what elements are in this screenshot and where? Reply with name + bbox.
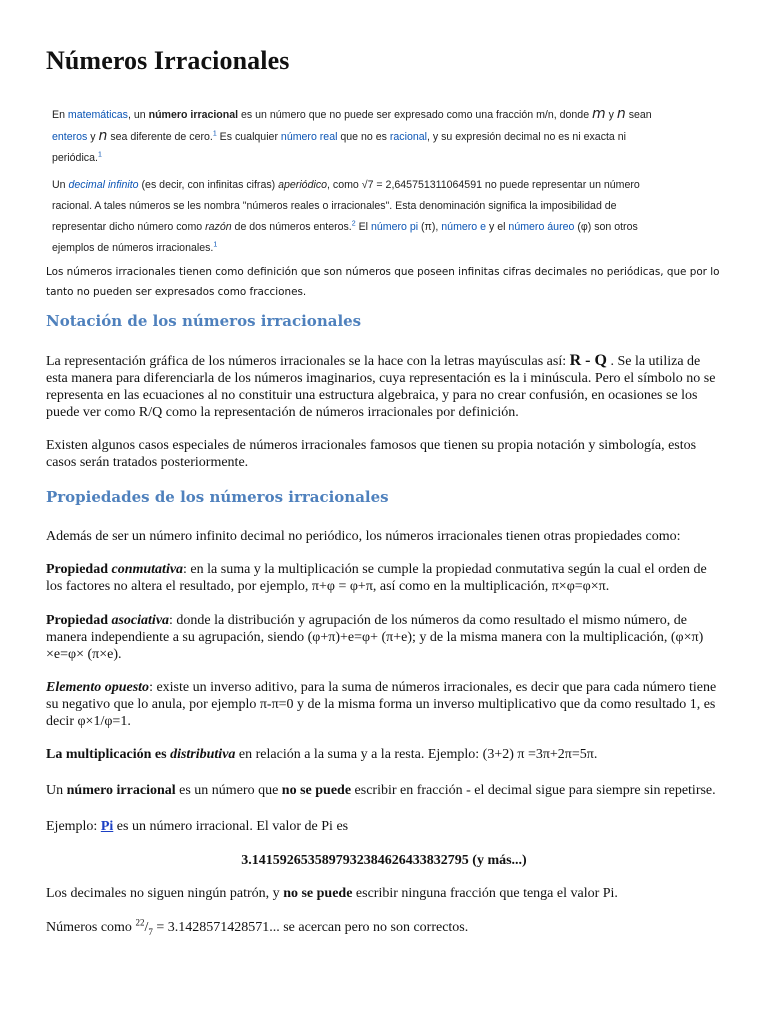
text: escribir ninguna fracción que tenga el valor Pi. — [352, 886, 618, 901]
text: (φ) son otros ejemplos de números irracionales. — [52, 221, 638, 254]
text: de dos números enteros. — [231, 221, 352, 233]
reference-link[interactable]: 2 — [351, 220, 356, 228]
definition-note: Los números irracionales tienen como definición que son números que poseen infinitas cifras decimales no periódicas, que por lo tanto no pueden ser expresados como fracciones. — [46, 266, 720, 298]
text: que no es — [337, 131, 390, 143]
fraction-slash: / — [144, 920, 149, 935]
property-name: asociativa — [111, 613, 170, 628]
text: , un — [127, 109, 149, 121]
text: El — [355, 221, 371, 233]
link-numero-pi[interactable]: número pi — [370, 221, 419, 233]
fraction-denominator: 7 — [148, 926, 153, 937]
label: Propiedad — [46, 562, 112, 577]
wikipedia-excerpt — [52, 104, 662, 265]
term-aperiodico: aperiódico — [278, 179, 328, 191]
wiki-paragraph-definition — [52, 104, 662, 169]
reference-link[interactable]: 1 — [213, 241, 218, 249]
text: Es cualquier — [216, 131, 281, 143]
variable-m: m — [592, 106, 606, 122]
paragraph-numero-irracional — [46, 782, 722, 799]
fraction-numerator: 22 — [135, 917, 145, 928]
link-decimal-infinito[interactable]: decimal infinito — [68, 179, 139, 191]
term: no se puede — [281, 783, 352, 798]
text: en relación a la suma y a la resta. Ejemplo: (3+2) π =3π+2π=5π. — [235, 747, 598, 762]
paragraph-elemento-opuesto — [46, 679, 722, 730]
text: Un — [46, 783, 67, 798]
text: = 3.1428571428571... se acercan pero no son correctos. — [152, 920, 469, 935]
sqrt-seven: √7 — [361, 179, 374, 191]
text: = 2,645751311064591 no puede representar un número racional. A tales números se les nombra "números reales o irracionales". Esta denominación significa la imposibilidad de representar dicho número como — [52, 179, 640, 233]
text: , donde — [553, 109, 593, 121]
paragraph-conmutativa — [46, 561, 722, 595]
text: . Se la utiliza de esta manera para diferenciarla de los números imaginarios, cuya representación es la i minúscula. Pero el símbolo no se representa en las ecuaciones al no constituir una estructura algebraica, y para no crear confusión, en ocasiones se los puede ver como R/Q como la representación de números irracionales por definición. — [46, 354, 716, 420]
paragraph-ejemplo-pi — [46, 818, 722, 835]
text: y — [87, 131, 99, 143]
text: : donde la distribución y agrupación de los números da como resultado el mismo número, de manera independiente a su agrupación, siendo (φ+π)+e=φ+ (π+e); y de la misma manera con la multiplicación, (φ×π) ×e=φ× (π×e). — [46, 613, 704, 662]
text: En — [52, 109, 68, 121]
link-racional[interactable]: racional — [389, 131, 427, 143]
link-numero-aureo[interactable]: número áureo — [508, 221, 575, 233]
pi-value: 3.1415926535897932384626433832795 (y más...) — [241, 853, 527, 868]
text: : en la suma y la multiplicación se cumple la propiedad conmutativa según la cual el orden de los factores no altera el resultado, por ejemplo, π+φ = φ+π, así como en la multiplicación, π×φ=φ×π. — [46, 562, 707, 594]
label: La multiplicación es — [46, 747, 171, 762]
paragraph-casos-especiales: Existen algunos casos especiales de números irracionales famosos que tienen su propia notación y simbología, estos casos serán tratados posteriormente. — [46, 438, 697, 470]
text: Un — [52, 179, 69, 191]
link-matematicas[interactable]: matemáticas — [67, 109, 128, 121]
property-name: Elemento opuesto — [46, 680, 150, 695]
text: es un número irracional. El valor de Pi es — [113, 819, 349, 834]
text: Los decimales no siguen ningún patrón, y — [46, 886, 284, 901]
text: sea diferente de cero. — [107, 131, 213, 143]
text: sean — [625, 109, 652, 121]
text: : existe un inverso aditivo, para la suma de números irracionales, es decir que para cada número tiene su negativo que lo anula, por ejemplo π-π=0 y de la misma forma un inverso multiplicativo que da como resultado 1, es decir φ×1/φ=1. — [46, 680, 717, 729]
paragraph-22-7 — [46, 919, 722, 936]
reference-link[interactable]: 1 — [97, 151, 102, 159]
link-numero-real[interactable]: número real — [280, 131, 338, 143]
variable-n: n — [98, 128, 108, 144]
text: , como — [327, 179, 362, 191]
term-razon: razón — [205, 221, 232, 233]
term: número irracional — [66, 783, 176, 798]
reference-link[interactable]: 1 — [212, 130, 217, 138]
text: (π), — [418, 221, 442, 233]
text: y el — [486, 221, 509, 233]
text: La representación gráfica de los números irracionales se la hace con la letras mayúsculas así: — [46, 354, 570, 369]
paragraph-asociativa — [46, 612, 722, 663]
paragraph-distributiva — [46, 746, 722, 763]
link-pi[interactable]: Pi — [100, 819, 114, 834]
term-numero-irracional: número irracional — [148, 109, 239, 121]
variable-n: n — [616, 106, 626, 122]
paragraph-decimales — [46, 885, 722, 902]
heading-propiedades: Propiedades de los números irracionales — [46, 488, 389, 506]
paragraph-propiedades-intro: Además de ser un número infinito decimal no periódico, los números irracionales tienen otras propiedades como: — [46, 529, 681, 544]
text: Ejemplo: — [46, 819, 101, 834]
heading-notacion: Notación de los números irracionales — [46, 312, 362, 330]
label: Propiedad — [46, 613, 112, 628]
text: (es decir, con infinitas cifras) — [138, 179, 279, 191]
paragraph-notacion — [46, 352, 722, 421]
fraction-mn: m/n — [536, 109, 554, 121]
symbol-r-minus-q: R - Q — [569, 352, 607, 369]
property-name: conmutativa — [111, 562, 184, 577]
text: es un número que — [175, 783, 282, 798]
text: Números como — [46, 920, 136, 935]
page-title: Números Irracionales — [46, 46, 290, 75]
wiki-paragraph-examples — [52, 175, 662, 259]
text: y — [605, 109, 617, 121]
link-numero-e[interactable]: número e — [441, 221, 487, 233]
link-enteros[interactable]: enteros — [52, 131, 88, 143]
property-name: distributiva — [170, 747, 236, 762]
text: escribir en fracción - el decimal sigue para siempre sin repetirse. — [351, 783, 716, 798]
text: , y su expresión decimal no es ni exacta ni periódica. — [52, 131, 627, 164]
term: no se puede — [283, 886, 353, 901]
text: es un número que no puede ser expresado como una fracción — [238, 109, 537, 121]
